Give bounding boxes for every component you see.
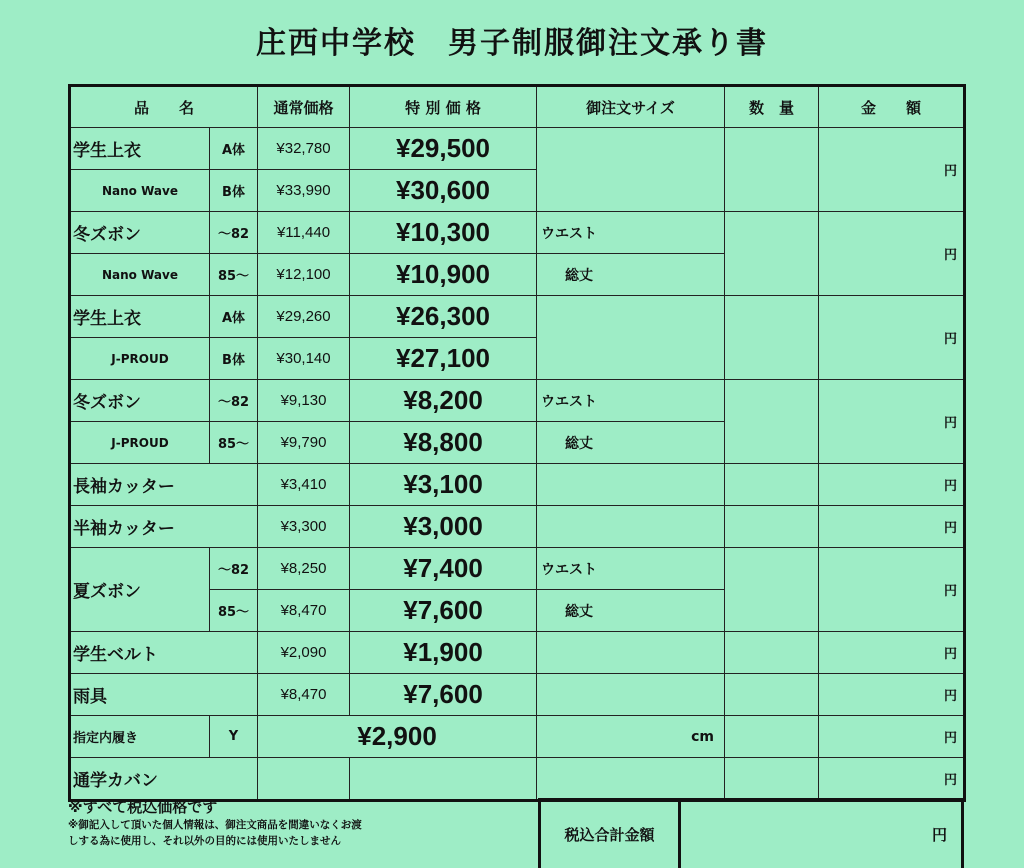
table-row	[70, 464, 965, 506]
item-grade: A体	[210, 128, 258, 170]
table-row	[70, 128, 965, 170]
size-input[interactable]	[537, 758, 725, 801]
special-price: ¥7,600	[350, 590, 537, 632]
item-grade: ～82	[210, 212, 258, 254]
size-input[interactable]	[537, 296, 725, 380]
item-brand: Nano Wave	[70, 170, 210, 212]
amount-field[interactable]: 円	[819, 380, 965, 464]
special-price: ¥30,600	[350, 170, 537, 212]
header-amount: 金 額	[819, 86, 965, 128]
header-item: 品 名	[70, 86, 258, 128]
table-row	[70, 506, 965, 548]
size-input[interactable]	[537, 674, 725, 716]
privacy-note-line-1: ※御記入して頂いた個人情報は、御注文商品を間違いなくお渡	[68, 819, 362, 831]
special-price: ¥29,500	[350, 128, 537, 170]
amount-field[interactable]: 円	[819, 128, 965, 212]
item-name: 通学カバン	[70, 758, 258, 801]
header-quantity: 数 量	[725, 86, 819, 128]
item-grade: 85～	[210, 422, 258, 464]
item-name: 夏ズボン	[70, 548, 210, 632]
table-row	[70, 296, 965, 338]
regular-price: ¥2,090	[258, 632, 350, 674]
special-price: ¥10,300	[350, 212, 537, 254]
item-grade: ～82	[210, 380, 258, 422]
size-input-cm[interactable]: cm	[537, 716, 725, 758]
regular-price: ¥33,990	[258, 170, 350, 212]
item-grade: 85～	[210, 590, 258, 632]
amount-field[interactable]: 円	[819, 212, 965, 296]
table-row	[70, 716, 965, 758]
quantity-input[interactable]	[725, 296, 819, 380]
special-price: ¥10,900	[350, 254, 537, 296]
special-price: ¥2,900	[258, 716, 537, 758]
item-grade: B体	[210, 170, 258, 212]
special-price: ¥7,600	[350, 674, 537, 716]
item-brand: J-PROUD	[70, 338, 210, 380]
notes	[68, 796, 538, 849]
size-input[interactable]	[537, 128, 725, 212]
amount-field[interactable]: 円	[819, 632, 965, 674]
quantity-input[interactable]	[725, 548, 819, 632]
regular-price: ¥9,790	[258, 422, 350, 464]
special-price: ¥26,300	[350, 296, 537, 338]
special-price: ¥3,000	[350, 506, 537, 548]
regular-price: ¥9,130	[258, 380, 350, 422]
amount-field[interactable]: 円	[819, 758, 965, 801]
amount-field[interactable]: 円	[819, 464, 965, 506]
regular-price: ¥8,250	[258, 548, 350, 590]
header-regular-price: 通常価格	[258, 86, 350, 128]
regular-price: ¥8,470	[258, 674, 350, 716]
item-name: 指定内履き	[70, 716, 210, 758]
quantity-input[interactable]	[725, 632, 819, 674]
amount-field[interactable]: 円	[819, 506, 965, 548]
quantity-input[interactable]	[725, 212, 819, 296]
size-input[interactable]	[537, 632, 725, 674]
size-label-length[interactable]: 総丈	[537, 590, 725, 632]
amount-field[interactable]: 円	[819, 548, 965, 632]
regular-price: ¥11,440	[258, 212, 350, 254]
quantity-input[interactable]	[725, 674, 819, 716]
amount-field[interactable]: 円	[819, 716, 965, 758]
item-grade: 85～	[210, 254, 258, 296]
size-label-length[interactable]: 総丈	[537, 254, 725, 296]
item-name: 長袖カッター	[70, 464, 258, 506]
table-row	[70, 212, 965, 254]
item-name: 半袖カッター	[70, 506, 258, 548]
quantity-input[interactable]	[725, 758, 819, 801]
header-order-size: 御注文サイズ	[537, 86, 725, 128]
quantity-input[interactable]	[725, 380, 819, 464]
special-price: ¥27,100	[350, 338, 537, 380]
table-row	[70, 758, 965, 801]
quantity-input[interactable]	[725, 464, 819, 506]
special-price	[350, 758, 537, 801]
quantity-input[interactable]	[725, 506, 819, 548]
page-title: 庄西中学校 男子制服御注文承り書	[256, 26, 768, 61]
header-special-price: 特 別 価 格	[350, 86, 537, 128]
size-input[interactable]	[537, 464, 725, 506]
special-price: ¥1,900	[350, 632, 537, 674]
item-name: 冬ズボン	[70, 380, 210, 422]
amount-field[interactable]: 円	[819, 296, 965, 380]
item-brand: J-PROUD	[70, 422, 210, 464]
regular-price	[258, 758, 350, 801]
size-input[interactable]	[537, 506, 725, 548]
quantity-input[interactable]	[725, 716, 819, 758]
item-grade: A体	[210, 296, 258, 338]
regular-price: ¥3,410	[258, 464, 350, 506]
size-label-waist[interactable]: ウエスト	[537, 212, 725, 254]
item-grade: Y	[210, 716, 258, 758]
header-row	[70, 86, 965, 128]
table-row	[70, 380, 965, 422]
regular-price: ¥30,140	[258, 338, 350, 380]
item-name: 学生ベルト	[70, 632, 258, 674]
table-row	[70, 548, 965, 590]
item-name: 冬ズボン	[70, 212, 210, 254]
size-label-waist[interactable]: ウエスト	[537, 380, 725, 422]
special-price: ¥8,200	[350, 380, 537, 422]
total-label: 税込合計金額	[541, 801, 681, 868]
special-price: ¥7,400	[350, 548, 537, 590]
table-row	[70, 674, 965, 716]
regular-price: ¥29,260	[258, 296, 350, 338]
item-grade: B体	[210, 338, 258, 380]
table-row	[70, 632, 965, 674]
total-box	[538, 798, 964, 868]
quantity-input[interactable]	[725, 128, 819, 212]
item-name: 学生上衣	[70, 296, 210, 338]
item-name: 学生上衣	[70, 128, 210, 170]
regular-price: ¥32,780	[258, 128, 350, 170]
item-brand: Nano Wave	[70, 254, 210, 296]
size-label-waist[interactable]: ウエスト	[537, 548, 725, 590]
order-table	[68, 84, 966, 802]
privacy-note-line-2: しする為に使用し、それ以外の目的には使用いたしません	[68, 835, 341, 847]
regular-price: ¥12,100	[258, 254, 350, 296]
tax-note: ※すべて税込価格です	[68, 798, 218, 816]
item-grade: ～82	[210, 548, 258, 590]
special-price: ¥3,100	[350, 464, 537, 506]
special-price: ¥8,800	[350, 422, 537, 464]
total-amount-field[interactable]: 円	[931, 826, 947, 844]
size-label-length[interactable]: 総丈	[537, 422, 725, 464]
item-name: 雨具	[70, 674, 258, 716]
amount-field[interactable]: 円	[819, 674, 965, 716]
regular-price: ¥8,470	[258, 590, 350, 632]
regular-price: ¥3,300	[258, 506, 350, 548]
